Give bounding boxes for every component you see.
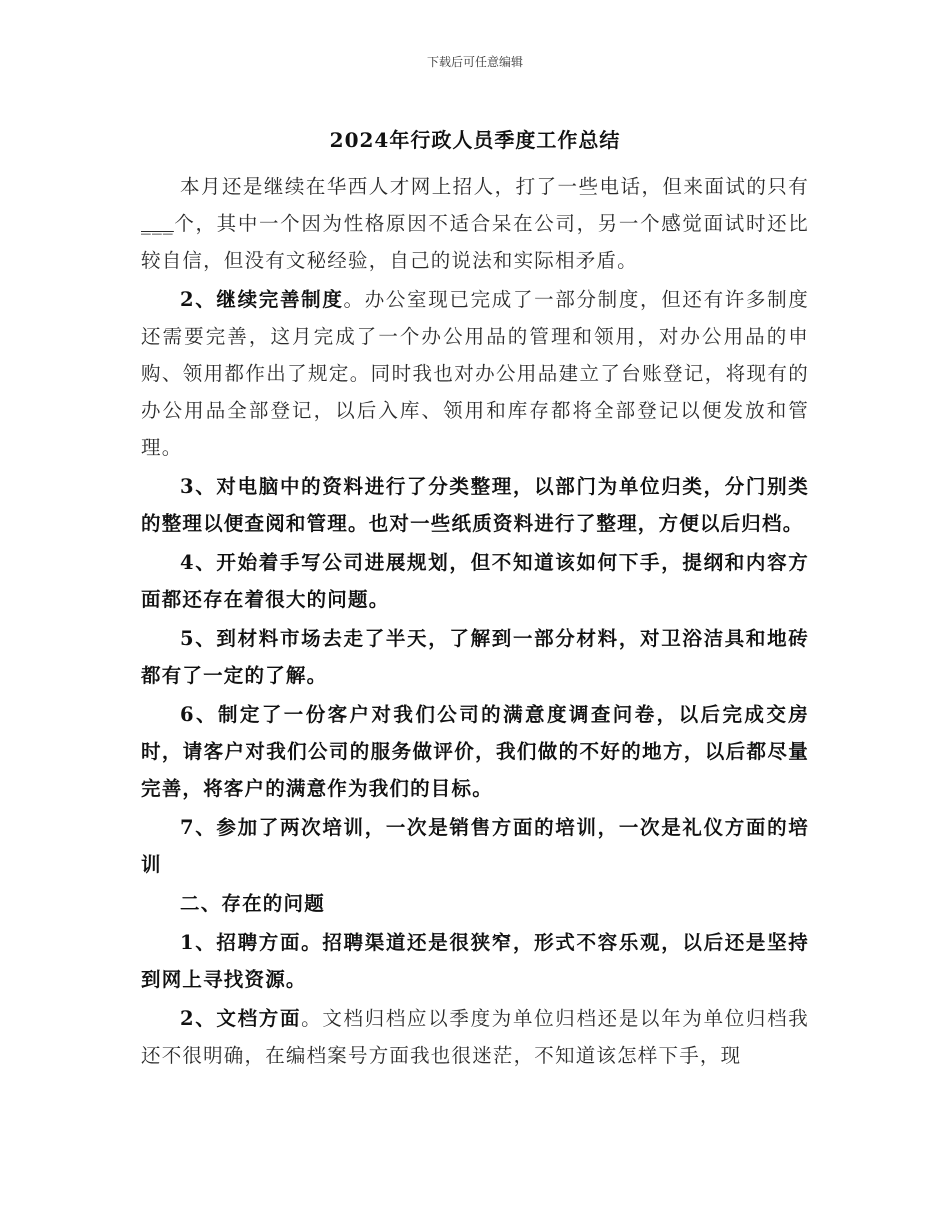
- paragraph-9-lead: 2、文档方面: [180, 1007, 302, 1030]
- paragraph-6: [141, 696, 809, 807]
- paragraph-4: [141, 544, 809, 618]
- document-body: [141, 168, 809, 1076]
- paragraph-6-text: 6、制定了一份客户对我们公司的满意度调查问卷，以后完成交房时，请客户对我们公司的服务做评价，我们做的不好的地方，以后都尽量完善，将客户的满意作为我们的目标。: [141, 703, 809, 800]
- paragraph-1: [141, 168, 809, 279]
- paragraph-2-lead: 2、继续完善制度: [180, 288, 344, 311]
- paragraph-7-text: 7、参加了两次培训，一次是销售方面的培训，一次是礼仪方面的培训: [141, 816, 809, 876]
- section-heading-problems: [141, 885, 809, 922]
- paragraph-3-text: 3、对电脑中的资料进行了分类整理，以部门为单位归类，分门别类的整理以便查阅和管理。也对一些纸质资料进行了整理，方便以后归档。: [141, 475, 809, 535]
- paragraph-1-text-continued: 个，其中一个因为性格原因不适合呆在公司，另一个感觉面试时还比较自信，但没有文秘经验，自己的说法和实际相矛盾。: [141, 212, 809, 272]
- section-heading-text: 二、存在的问题: [180, 892, 325, 915]
- paragraph-8: [141, 924, 809, 998]
- paragraph-1-text: 本月还是继续在华西人才网上招人，打了一些电话，但来面试的只有: [180, 175, 809, 198]
- paragraph-3: [141, 468, 809, 542]
- paragraph-5: [141, 620, 809, 694]
- document-title: 2024年行政人员季度工作总结: [329, 128, 621, 152]
- blank-underline: ___: [141, 212, 174, 235]
- paragraph-5-text: 5、到材料市场去走了半天，了解到一部分材料，对卫浴洁具和地砖都有了一定的了解。: [141, 627, 809, 687]
- paragraph-9: [141, 1000, 809, 1074]
- paragraph-2-text: 。办公室现已完成了一部分制度，但还有许多制度还需要完善，这月完成了一个办公用品的管理和领用，对办公用品的申购、领用都作出了规定。同时我也对办公用品建立了台账登记，将现有的办公用品全部登记，以后入库、领用和库存都将全部登记以便发放和管理。: [141, 288, 809, 459]
- paragraph-8-text: 1、招聘方面。招聘渠道还是很狭窄，形式不容乐观，以后还是坚持到网上寻找资源。: [141, 931, 809, 991]
- paragraph-2: [141, 281, 809, 466]
- paragraph-4-text: 4、开始着手写公司进展规划，但不知道该如何下手，提纲和内容方面都还存在着很大的问题。: [141, 551, 809, 611]
- paragraph-9-text: 。文档归档应以季度为单位归档还是以年为单位归档我还不很明确，在编档案号方面我也很迷茫，不知道该怎样下手，现: [141, 1007, 809, 1067]
- paragraph-7: [141, 809, 809, 883]
- header-note: 下载后可任意编辑: [426, 55, 523, 69]
